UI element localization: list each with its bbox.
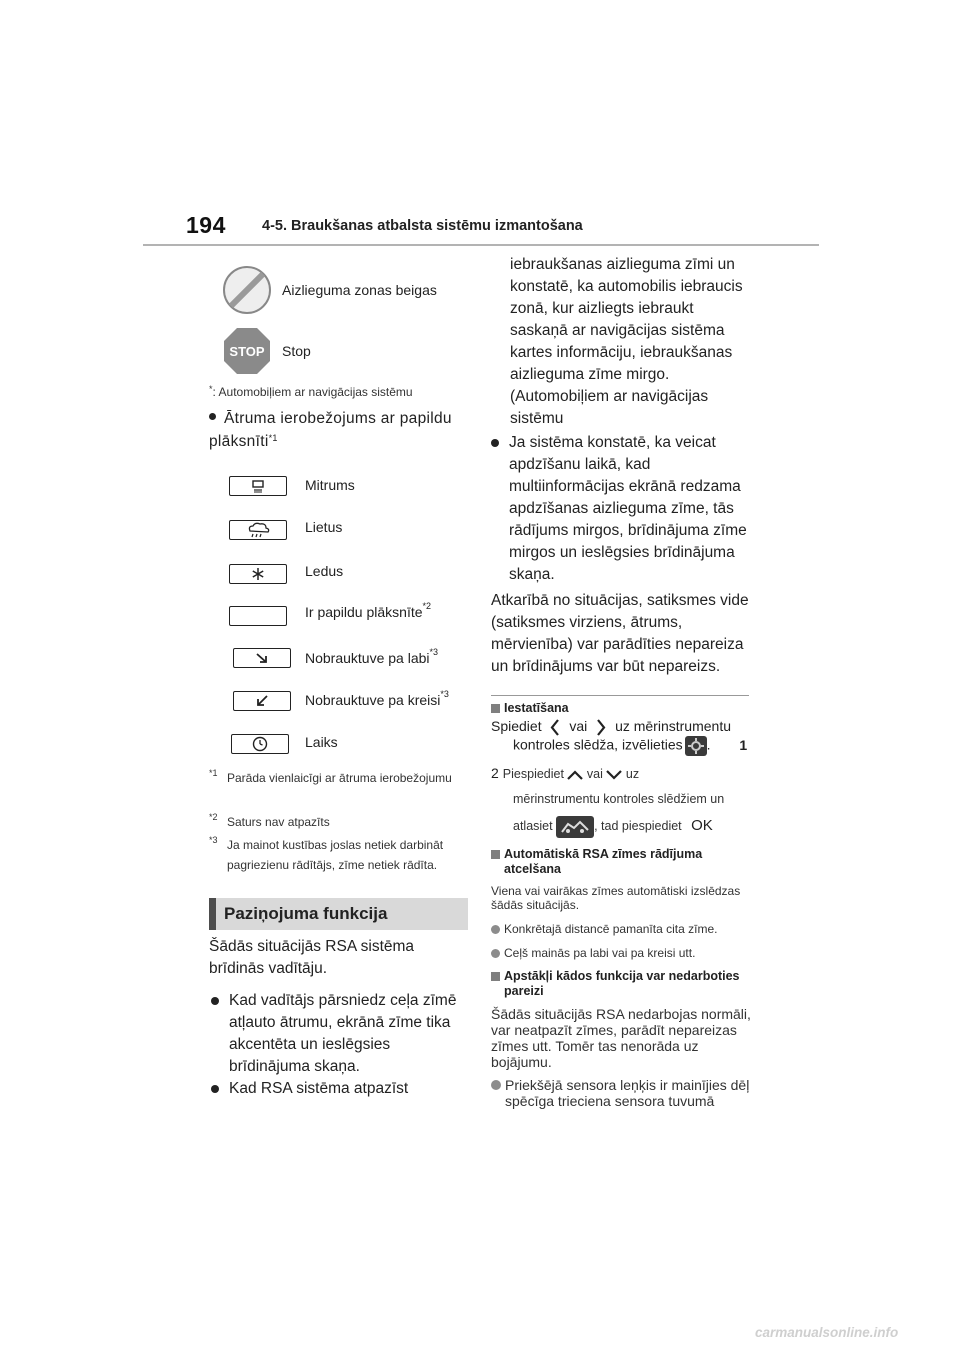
exit-left-plate-icon [233,691,291,711]
bullet-rsa-recognizes [209,1078,471,1100]
footnote-star [209,382,413,402]
plate-label-additional: Ir papildu plāksnīte$^{*2}$ [305,601,432,620]
footnote-2-text: Saturs nav atpazīts [227,815,330,829]
speed-limit-plate-heading-sup: *1 [268,433,278,443]
auto-cancel-heading: Automātiskā RSA zīmes rādījuma atcelšana [491,847,751,877]
settings-gear-icon [685,736,707,756]
footnote-1-mark: *1 [209,768,218,778]
right-divider [491,695,749,696]
plates-list [229,476,479,766]
clock-plate-icon [231,734,289,754]
step1-text-c: uz mērinstrumentu [615,718,731,734]
banner-title: Paziņojuma funkcija [224,904,388,923]
step1-number: 1 [739,736,748,753]
stop-sign-text: STOP [229,344,265,359]
header-divider [143,244,819,246]
plate-label-exit-left: Nobrauktuve pa kreisi$^{*3}$ [305,689,449,708]
snowflake-plate-icon [229,564,287,584]
step1-text-a: Spiediet [491,718,542,734]
footnote-star-text: : Automobiļiem ar navigācijas sistēmu [212,385,413,399]
step2-text-a: Piespiediet [502,767,564,781]
conditions-item-1: Priekšējā sensora leņķis ir mainījies dēļ spēcīga trieciena sensora tuvumā [491,1077,759,1109]
speed-limit-plate-heading-text: Ātruma ierobežojums ar papildu plāksnīti [209,410,452,450]
conditions-text: Šādās situācijās RSA nedarbojas normāli, var neatpazīt zīmes, parādīt nepareizas zīmes utt. Tomēr tas nenorāda uz bojājumu. [491,1006,751,1070]
chevron-up-icon [567,770,583,780]
bullet-speed-exceeded [209,990,471,1078]
step1-text-e: . [706,736,711,753]
step2-text-c: uz [625,767,640,781]
round-bullet-icon [491,925,500,934]
stop-sign-icon [222,326,272,376]
step1-text-d: kontroles slēdža, izvēlieties [513,736,683,753]
footnote-3-text: Ja mainot kustības joslas netiek darbināt pagriezienu rādītājs, zīme netiek rādīta. [227,838,444,872]
bullet-rsa-recognizes-text: Kad RSA sistēma atpazīst [229,1080,409,1097]
setting-heading: Iestatīšana [491,701,569,716]
bullet-dot [211,1085,219,1093]
square-bullet-icon [491,850,500,859]
step2-text-b: vai [586,767,603,781]
footnote-1 [209,768,471,788]
notification-function-banner [209,898,468,930]
sign-row-stop [209,326,311,376]
plate-label-rain: Lietus [305,519,343,535]
plate-label-humidity: Mitrums [305,477,355,493]
bullet-dot [209,413,216,420]
round-bullet-icon [491,1080,501,1090]
footnote-1-text: Parāda vienlaicīgi ar ātruma ierobežojumu [227,771,452,785]
sign-label-stop: Stop [282,343,311,359]
bullet-overtaking [491,432,749,586]
footnote-star-mark: * [209,384,213,394]
conditions-heading: Apstākļi kādos funkcija var nedarboties pareizi [491,969,751,999]
plate-label-ice: Ledus [305,563,344,579]
exit-right-plate-icon [233,648,291,668]
footnote-3 [209,835,471,875]
humidity-plate-icon [229,476,287,496]
auto-cancel-item-2: Ceļš mainās pa labi vai pa kreisi utt. [491,946,761,960]
chevron-down-icon [606,770,622,780]
footnote-3-mark: *3 [209,835,218,845]
footnote-2-mark: *2 [209,812,218,822]
rsa-sign-icon [556,816,594,838]
end-of-restriction-sign-icon [221,264,273,316]
plate-label-time: Laiks [305,734,338,750]
footnote-2 [209,812,471,832]
bullet-dot [211,997,219,1005]
setting-step-1 [491,718,761,756]
step2-text-f: , tad piespiediet [594,819,682,833]
chevron-right-icon [595,719,607,736]
speed-limit-plate-heading [209,407,471,453]
setting-step-2 [491,764,761,838]
auto-cancel-text: Viena vai vairākas zīmes automātiski izslēdzas šādās situācijās. [491,884,741,912]
bullet-speed-exceeded-text: Kad vadītājs pārsniedz ceļa zīmē atļauto ātrumu, ekrānā zīme tika akcentēta un ieslēgsies brīdinājuma skaņa. [229,992,457,1075]
page-number: 194 [186,212,226,238]
ok-button-label: OK [691,817,713,834]
plate-label-exit-right: Nobrauktuve pa labi$^{*3}$ [305,647,439,666]
rain-plate-icon [229,520,287,540]
continuation-text: iebraukšanas aizlieguma zīmi un konstatē, ka automobilis iebraucis zonā, kur aizliegts iebraukt saskaņā ar navigācijas sistēma kartes informāciju, iebraukšanas aizlieguma zīme mirgo. (Automobiļiem ar navigācijas sistēmu [510,256,743,427]
bullet-overtaking-text: Ja sistēma konstatē, ka veicat apdzīšanu laikā, kad multiinformācijas ekrānā redzama apdzīšanas aizlieguma zīme, tās rādījums mirgos, brīdinājuma zīme mirgos un ieslēgsies brīdinājuma skaņa. [509,434,747,583]
auto-cancel-item-1: Konkrētajā distancē pamanīta cita zīme. [491,922,761,936]
square-bullet-icon [491,704,500,713]
square-bullet-icon [491,972,500,981]
step2-text-e: atlasiet [513,819,553,833]
sign-label-end-restriction: Aizlieguma zonas beigas [282,282,437,298]
situation-paragraph: Atkarībā no situācijas, satiksmes vide (satiksmes virziens, ātrums, mērvienība) var parādīties nepareiza un brīdinājums var būt nepareizs. [491,592,749,675]
step2-text-d: mērinstrumentu kontroles slēdžiem un [513,792,725,806]
blank-plate-icon [229,606,287,626]
step2-number: 2 [491,765,499,781]
chevron-left-icon [549,719,561,736]
bullet-dot [491,439,499,447]
section-title: 4-5. Braukšanas atbalsta sistēmu izmantošana [262,218,583,234]
watermark: carmanualsonline.info [755,1325,899,1340]
step1-text-b: vai [569,718,588,734]
warning-intro: Šādās situācijās RSA sistēma brīdinās vadītāju. [209,938,415,977]
sign-row-end-restriction [209,264,437,316]
round-bullet-icon [491,949,500,958]
